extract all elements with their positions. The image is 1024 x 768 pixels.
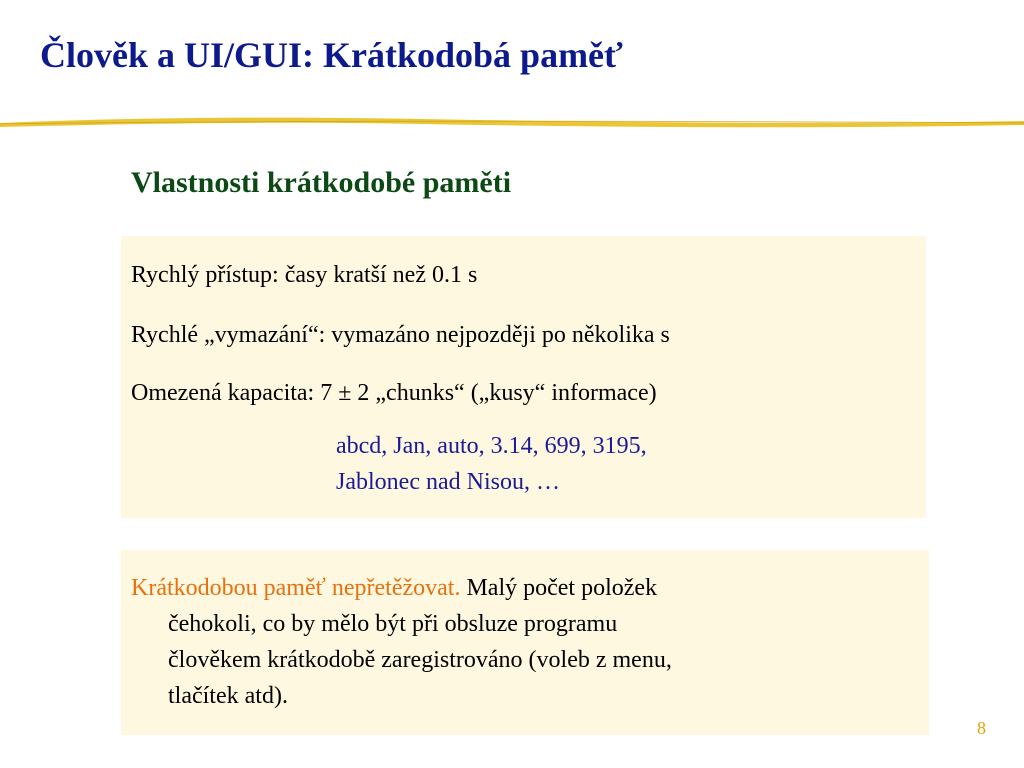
section-subheading: Vlastnosti krátkodobé paměti: [131, 166, 512, 199]
properties-box: [121, 236, 926, 518]
advice-highlight: Krátkodobou paměť nepřetěžovat.: [131, 575, 461, 601]
advice-line: tlačítek atd).: [168, 683, 288, 709]
advice-box: [121, 550, 929, 735]
chunk-examples-line: Jablonec nad Nisou, …: [336, 469, 560, 495]
slide-title: Člověk a UI/GUI: Krátkodobá paměť: [40, 35, 623, 75]
page-number: 8: [977, 718, 986, 738]
chunk-examples-line: abcd, Jan, auto, 3.14, 699, 3195,: [336, 433, 647, 459]
advice-first-line-rest: Malý počet položek: [460, 575, 658, 601]
advice-paragraph: [131, 570, 921, 714]
property-line-capacity: Omezená kapacita: 7 ± 2 „chunks“ („kusy“ informace): [131, 380, 657, 406]
property-line-erasure: Rychlé „vymazání“: vymazáno nejpozději po několika s: [131, 322, 670, 348]
title-underline-rule: [0, 112, 1024, 134]
advice-line: čehokoli, co by mělo být při obsluze programu: [168, 611, 618, 637]
advice-line: člověkem krátkodobě zaregistrováno (voleb z menu,: [168, 647, 672, 673]
chunk-examples: [336, 428, 647, 500]
property-line-access: Rychlý přístup: časy kratší než 0.1 s: [131, 262, 478, 288]
